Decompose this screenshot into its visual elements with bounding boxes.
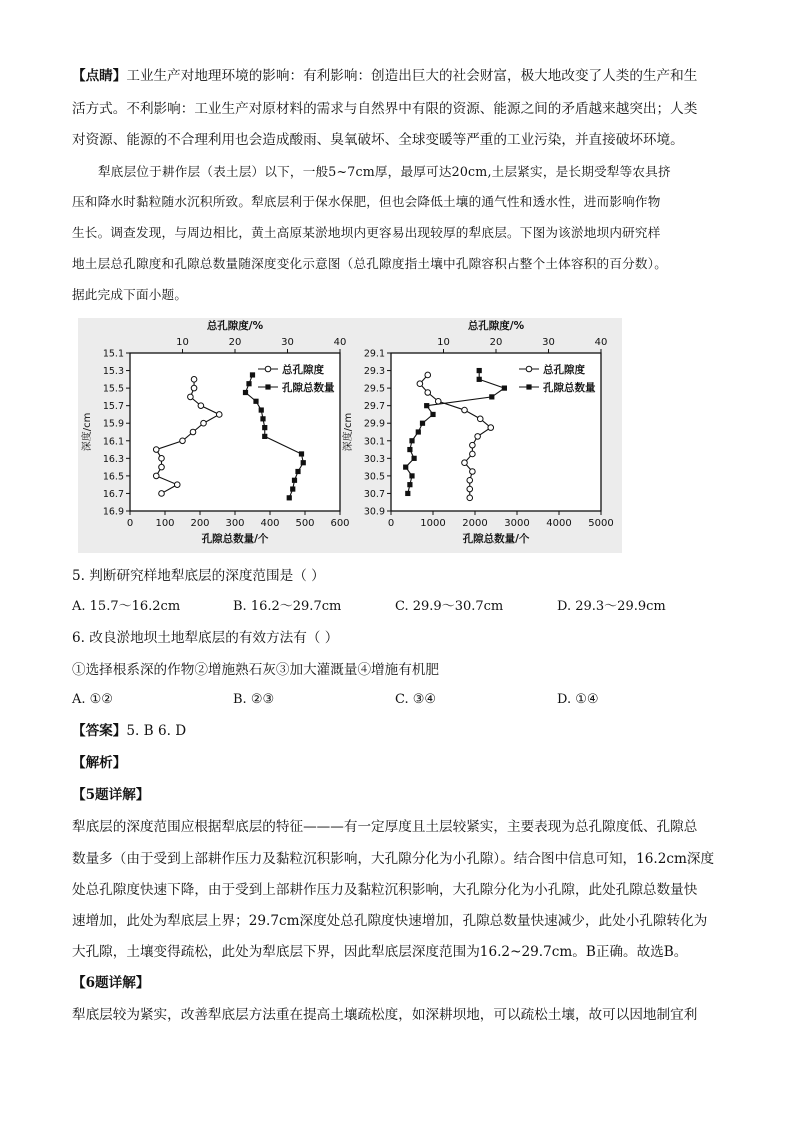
legend-pore-count-marker: [265, 384, 270, 389]
pore-count-point: [477, 377, 482, 382]
porosity-point: [435, 398, 441, 404]
y-tick-label: 15.7: [102, 401, 124, 413]
y-tick-label: 16.5: [102, 471, 124, 483]
bottom-tick-label: 4000: [546, 518, 572, 529]
porosity-point: [467, 477, 473, 483]
porosity-point: [467, 495, 473, 501]
q6-option-b[interactable]: B. ②③: [233, 692, 275, 707]
porosity-point: [470, 469, 476, 475]
y-tick-label: 15.3: [102, 366, 124, 378]
legend-pore-count-marker: [526, 384, 531, 389]
pore-count-point: [405, 491, 410, 496]
legend-porosity-label: 总孔隙度: [543, 364, 585, 376]
pore-count-point: [409, 473, 414, 478]
pore-count-point: [407, 482, 412, 487]
bottom-tick-label: 0: [387, 518, 395, 529]
pore-count-point: [416, 429, 421, 434]
pore-count-point: [412, 456, 417, 461]
answer-line: [72, 721, 186, 741]
bottom-tick-label: 200: [190, 518, 210, 529]
y-tick-label: 29.3: [363, 366, 385, 378]
pore-count-point: [489, 394, 494, 399]
top-tick-label: 20: [489, 337, 503, 348]
pore-count-point: [262, 434, 267, 439]
porosity-point: [467, 486, 473, 492]
detail-5-line-2: 数量多（由于受到上部耕作压力及黏粒沉积影响，大孔隙分化为小孔隙）。结合图中信息可知，16.2cm深度: [72, 851, 715, 867]
porosity-point: [191, 385, 197, 391]
porosity-point: [180, 438, 186, 444]
y-tick-label: 30.1: [363, 436, 385, 448]
q6-option-d[interactable]: D. ①④: [557, 692, 599, 707]
y-tick-label: 16.1: [102, 436, 124, 448]
y-tick-label: 30.5: [363, 471, 385, 483]
porosity-charts-svg: [78, 318, 622, 553]
q6-option-c[interactable]: C. ③④: [395, 692, 437, 707]
porosity-figure: [78, 318, 622, 553]
pore-count-point: [287, 495, 292, 500]
chart-1-frame: [130, 353, 340, 511]
pore-count-point: [409, 438, 414, 443]
porosity-point: [191, 377, 197, 383]
top-tick-label: 20: [228, 337, 242, 348]
detail-6-line-1: 犁底层较为紧实，改善犁底层方法重在提高土壤疏松度，如深耕坝地，可以疏松土壤，故可以因地制宜利: [72, 1007, 698, 1023]
q5-option-d[interactable]: D. 29.3～29.9cm: [557, 599, 666, 614]
y-tick-label: 30.9: [363, 506, 385, 518]
bottom-tick-label: 400: [260, 518, 280, 529]
top-tick-label: 40: [594, 337, 608, 348]
chart-2: [341, 319, 614, 545]
tip-tag: 【点睛】: [72, 68, 127, 84]
chart-1: [80, 319, 350, 545]
chart-2-xlabel: 孔隙总数量/个: [462, 533, 530, 545]
chart-2-ylabel: 深度/cm: [343, 412, 354, 452]
porosity-point: [462, 407, 468, 413]
porosity-point: [174, 482, 180, 488]
porosity-point: [201, 420, 207, 426]
y-tick-label: 15.9: [102, 418, 124, 430]
porosity-point: [425, 372, 431, 378]
q5-option-c[interactable]: C. 29.9～30.7cm: [395, 599, 504, 614]
bottom-tick-label: 0: [126, 518, 134, 529]
top-tick-label: 30: [542, 337, 555, 348]
tip-line-1: 【点睛】工业生产对地理环境的影响：有利影响：创造出巨大的社会财富，极大地改变了人类的生产和生: [72, 68, 698, 84]
pore-count-point: [243, 390, 248, 395]
bottom-tick-label: 1000: [420, 518, 446, 529]
material-line-4: 地土层总孔隙度和孔隙总数量随深度变化示意图（总孔隙度指土壤中孔隙容积占整个土体容积的百分数）。: [72, 256, 668, 271]
chart-1-title: 总孔隙度/%: [206, 320, 264, 332]
legend-porosity-label: 总孔隙度: [282, 364, 324, 376]
y-tick-label: 16.9: [102, 506, 124, 518]
q5-option-a[interactable]: A. 15.7～16.2cm: [72, 599, 181, 614]
y-tick-label: 16.7: [102, 488, 124, 500]
pore-count-point: [430, 412, 435, 417]
porosity-point: [159, 456, 165, 462]
pore-count-point: [477, 368, 482, 373]
material-line-5: 据此完成下面小题。: [72, 287, 188, 302]
tip-line-2: 活方式。不利影响：工业生产对原材料的需求与自然界中有限的资源、能源之间的矛盾越来越突出；人类: [72, 101, 698, 117]
porosity-point: [153, 447, 159, 453]
bottom-tick-label: 600: [330, 518, 350, 529]
pore-count-point: [407, 447, 412, 452]
bottom-tick-label: 2000: [462, 518, 488, 529]
bottom-tick-label: 500: [295, 518, 315, 529]
pore-count-point: [299, 451, 304, 456]
detail-5-line-1: 犁底层的深度范围应根据犁底层的特征———有一定厚度且土层较紧实，主要表现为总孔隙度低、孔隙总: [72, 819, 698, 835]
top-tick-label: 40: [333, 337, 347, 348]
chart-2-frame: [391, 353, 601, 511]
y-tick-label: 30.3: [363, 453, 385, 465]
porosity-point: [477, 416, 483, 422]
pore-count-point: [290, 486, 295, 491]
pore-count-point: [260, 416, 265, 421]
y-tick-label: 29.9: [363, 418, 385, 430]
porosity-point: [153, 473, 159, 479]
porosity-point: [475, 434, 481, 440]
pore-count-point: [253, 399, 258, 404]
tip-line-3: 对资源、能源的不合理利用也会造成酸雨、臭氧破坏、全球变暖等严重的工业污染，并直接破坏环境。: [72, 132, 684, 148]
chart-1-xlabel: 孔隙总数量/个: [201, 533, 269, 545]
answer-text: 5. B 6. D: [126, 723, 187, 739]
detail-6-tag: 【6题详解】: [72, 975, 150, 991]
pore-count-point: [420, 421, 425, 426]
bottom-tick-label: 3000: [504, 518, 530, 529]
top-tick-label: 10: [176, 337, 189, 348]
pore-count-point: [301, 460, 306, 465]
material-line-2: 压和降水时黏粒随水沉积所致。犁底层利于保水保肥，但也会降低土壤的通气性和透水性，进而影响作物: [72, 194, 661, 209]
pore-count-point: [246, 381, 251, 386]
legend-porosity-marker: [526, 366, 532, 372]
detail-5-tag: 【5题详解】: [72, 787, 150, 803]
material-line-3: 生长。调查发现，与周边相比，黄土高原某淤地坝内更容易出现较厚的犁底层。下图为该淤地坝内研究样: [72, 225, 661, 240]
porosity-point: [470, 451, 476, 457]
detail-5-line-5: 大孔隙，土壤变得疏松，此处为犁底层下界，因此犁底层深度范围为16.2~29.7cm。B正确。故选B。: [72, 944, 688, 960]
porosity-point: [488, 425, 494, 431]
answer-tag: 【答案】: [72, 723, 127, 739]
legend-pore-count-label: 孔隙总数量: [543, 382, 596, 394]
porosity-point: [159, 464, 165, 470]
porosity-point: [425, 390, 431, 396]
y-tick-label: 30.7: [363, 488, 385, 500]
y-tick-label: 15.5: [102, 383, 124, 395]
pore-count-point: [424, 403, 429, 408]
bottom-tick-label: 100: [155, 518, 175, 529]
porosity-point: [417, 381, 423, 387]
y-tick-label: 29.7: [363, 401, 385, 413]
pore-count-point: [502, 386, 507, 391]
porosity-point: [159, 491, 165, 497]
y-tick-label: 29.5: [363, 383, 385, 395]
y-tick-label: 15.1: [102, 348, 124, 360]
detail-5-line-3: 处总孔隙度快速下降，由于受到上部耕作压力及黏粒沉积影响，大孔隙分化为小孔隙，此处孔隙总数量快: [72, 882, 698, 898]
analysis-tag: 【解析】: [72, 755, 127, 771]
q6-option-a[interactable]: A. ①②: [72, 692, 113, 707]
pore-count-point: [259, 407, 264, 412]
pore-count-point: [262, 425, 267, 430]
top-tick-label: 10: [437, 337, 450, 348]
top-tick-label: 30: [281, 337, 294, 348]
q6-choices: ①选择根系深的作物②增施熟石灰③加大灌溉量④增施有机肥: [72, 662, 440, 678]
porosity-point: [216, 412, 222, 418]
legend-porosity-marker: [265, 366, 271, 372]
q5-option-b[interactable]: B. 16.2～29.7cm: [233, 599, 342, 614]
porosity-point: [462, 460, 468, 466]
pore-count-point: [403, 465, 408, 470]
q5-stem: 5. 判断研究样地犁底层的深度范围是（ ）: [72, 568, 325, 584]
chart-1-ylabel: 深度/cm: [82, 412, 93, 452]
detail-5-line-4: 速增加，此处为犁底层上界；29.7cm深度处总孔隙度快速增加，孔隙总数量快速减少，此处小孔隙转化为: [72, 913, 708, 929]
porosity-point: [188, 394, 194, 400]
pore-count-point: [292, 478, 297, 483]
q6-stem: 6. 改良淤地坝土地犁底层的有效方法有（ ）: [72, 630, 339, 646]
porosity-point: [198, 403, 204, 409]
y-tick-label: 29.1: [363, 348, 385, 360]
pore-count-point: [250, 372, 255, 377]
porosity-point: [470, 442, 476, 448]
bottom-tick-label: 5000: [588, 518, 614, 529]
bottom-tick-label: 300: [225, 518, 245, 529]
material-line-1: 犁底层位于耕作层（表土层）以下，一般5~7cm厚，最厚可达20cm,土层紧实，是长期受犁等农具挤: [98, 164, 671, 179]
pore-count-point: [295, 469, 300, 474]
porosity-point: [190, 429, 196, 435]
chart-2-title: 总孔隙度/%: [467, 320, 525, 332]
y-tick-label: 16.3: [102, 453, 124, 465]
legend-pore-count-label: 孔隙总数量: [282, 382, 335, 394]
